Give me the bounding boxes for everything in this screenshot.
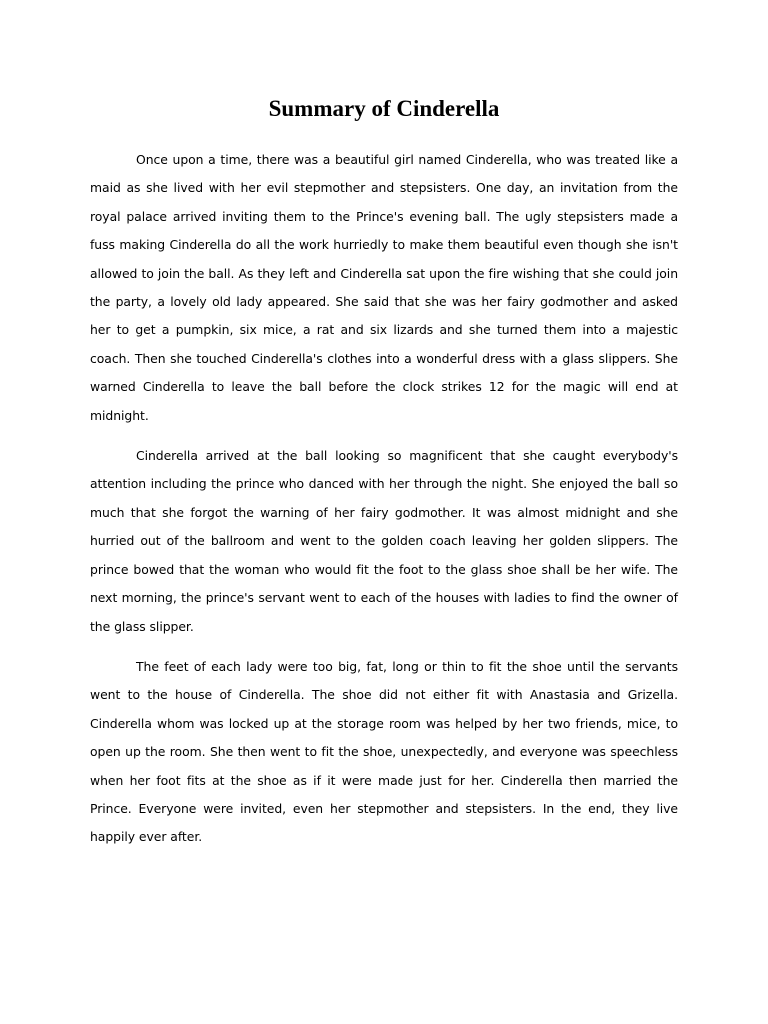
paragraph-1: Once upon a time, there was a beautiful girl named Cinderella, who was treated like a maid as she lived with her evil stepmother and stepsisters. One day, an invitation from the royal palace arrived inviting them to the Prince's evening ball. The ugly stepsisters made a fuss making Cinderella do all the work hurriedly to make them beautiful even though she isn't allowed to join the ball. As they left and Cinderella sat upon the fire wishing that she could join the party, a lovely old lady appeared. She said that she was her fairy godmother and asked her to get a pumpkin, six mice, a rat and six lizards and she turned them into a majestic coach. Then she touched Cinderella's clothes into a wonderful dress with a glass slippers. She warned Cinderella to leave the ball before the clock strikes 12 for the magic will end at midnight. (90, 152, 678, 423)
document-title: Summary of Cinderella (268, 96, 500, 121)
document-body (90, 146, 678, 864)
paragraph-2: Cinderella arrived at the ball looking so magnificent that she caught everybody's attention including the prince who danced with her through the night. She enjoyed the ball so much that she forgot the warning of her fairy godmother. It was almost midnight and she hurried out of the ballroom and went to the golden coach leaving her golden slippers. The prince bowed that the woman who would fit the foot to the glass shoe shall be her wife. The next morning, the prince's servant went to each of the houses with ladies to find the owner of the glass slipper. (90, 448, 678, 634)
paragraph-3: The feet of each lady were too big, fat, long or thin to fit the shoe until the servants went to the house of Cinderella. The shoe did not either fit with Anastasia and Grizella. Cinderella whom was locked up at the storage room was helped by her two friends, mice, to open up the room. She then went to fit the shoe, unexpectedly, and everyone was speechless when her foot fits at the shoe as if it were made just for her. Cinderella then married the Prince. Everyone were invited, even her stepmother and stepsisters. In the end, they live happily ever after. (90, 658, 678, 845)
